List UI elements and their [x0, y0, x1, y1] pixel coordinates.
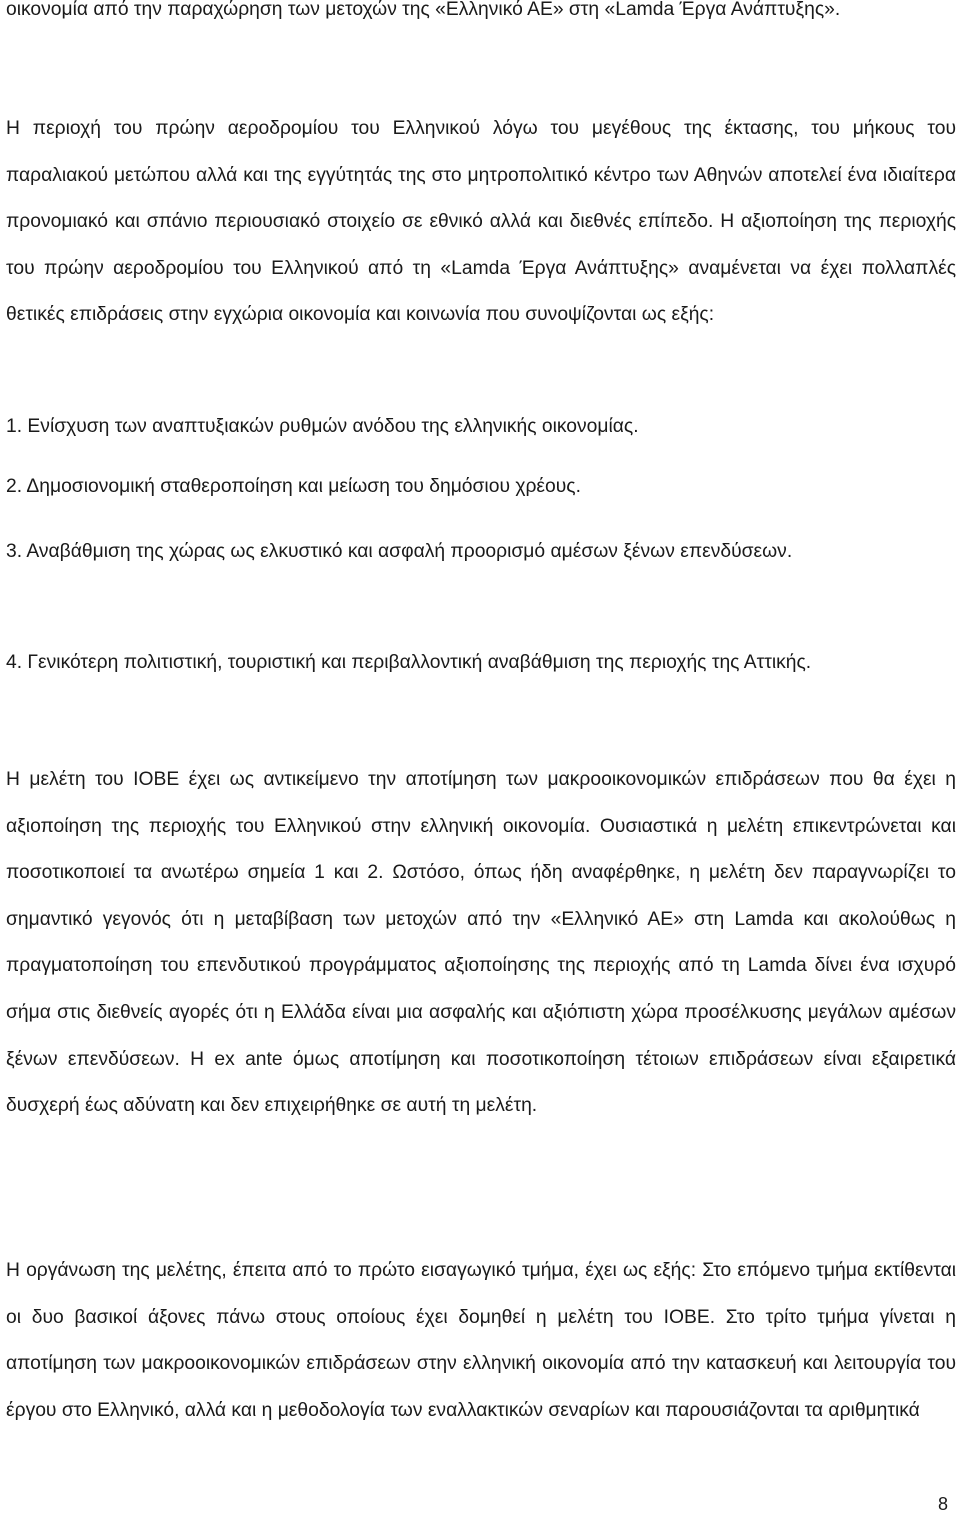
paragraph-2: Η μελέτη του ΙΟΒΕ έχει ως αντικείμενο την αποτίμηση των μακροοικονομικών επιδράσεων που θα έχει η αξιοποίηση της περιοχής του Ελληνικού στην ελληνική οικονομία. Ουσιαστικά η μελέτη επικεντρώνεται και ποσοτικοποιεί τα ανωτέρω σημεία 1 και 2. Ωστόσο, όπως ήδη αναφέρθηκε, η μελέτη δεν παραγνωρίζει το σημαντικό γεγονός ότι η μεταβίβαση των μετοχών από την «Ελληνικό ΑΕ» στη Lamda και ακολούθως η πραγματοποίηση του επενδυτικού προγράμματος αξιοποίησης της περιοχής από τη Lamda δίνει ένα ισχυρό σήμα στις διεθνείς αγορές ότι η Ελλάδα είναι μια ασφαλής και αξιόπιστη χώρα προσέλκυσης μεγάλων αμέσων ξένων επενδύσεων. Η ex ante όμως αποτίμηση και ποσοτικοποίηση τέτοιων επιδράσεων είναι εξαιρετικά δυσχερή έως αδύνατη και δεν επιχειρήθηκε σε αυτή τη μελέτη. — [6, 769, 956, 1117]
list-item-3: 3. Αναβάθμιση της χώρας ως ελκυστικό και ασφαλή προορισμό αμέσων ξένων επενδύσεων. — [6, 541, 793, 562]
list-item-2: 2. Δημοσιονομική σταθεροποίηση και μείωση του δημόσιου χρέους. — [6, 476, 581, 497]
list-item-1: 1. Ενίσχυση των αναπτυξιακών ρυθμών ανόδου της ελληνικής οικονομίας. — [6, 416, 639, 437]
continuation-paragraph: οικονομία από την παραχώρηση των μετοχών της «Ελληνικό ΑΕ» στη «Lamda Έργα Ανάπτυξης». — [6, 0, 841, 20]
paragraph-3: Η οργάνωση της μελέτης, έπειτα από το πρώτο εισαγωγικό τμήμα, έχει ως εξής: Στο επόμενο τμήμα εκτίθενται οι δυο βασικοί άξονες πάνω στους οποίους έχει δομηθεί η μελέτη του ΙΟΒΕ. Στο τρίτο τμήμα γίνεται η αποτίμηση των μακροοικονομικών επιδράσεων στην ελληνική οικονομία από την κατασκευή και λειτουργία του έργου στο Ελληνικό, αλλά και η μεθοδολογία των εναλλακτικών σεναρίων και παρουσιάζονται τα αριθμητικά — [6, 1260, 956, 1421]
paragraph-1: Η περιοχή του πρώην αεροδρομίου του Ελληνικού λόγω του μεγέθους της έκτασης, του μήκους του παραλιακού μετώπου αλλά και της εγγύτητάς της στο μητροπολιτικό κέντρο των Αθηνών αποτελεί ένα ιδιαίτερα προνομιακό και σπάνιο περιουσιακό στοιχείο σε εθνικό αλλά και διεθνές επίπεδο. Η αξιοποίηση της περιοχής του πρώην αεροδρομίου του Ελληνικού από τη «Lamda Έργα Ανάπτυξης» αναμένεται να έχει πολλαπλές θετικές επιδράσεις στην εγχώρια οικονομία και κοινωνία που συνοψίζονται ως εξής: — [6, 118, 956, 326]
page-number: 8 — [937, 1494, 948, 1514]
list-item-4: 4. Γενικότερη πολιτιστική, τουριστική και περιβαλλοντική αναβάθμιση της περιοχής της Αττικής. — [6, 652, 812, 673]
